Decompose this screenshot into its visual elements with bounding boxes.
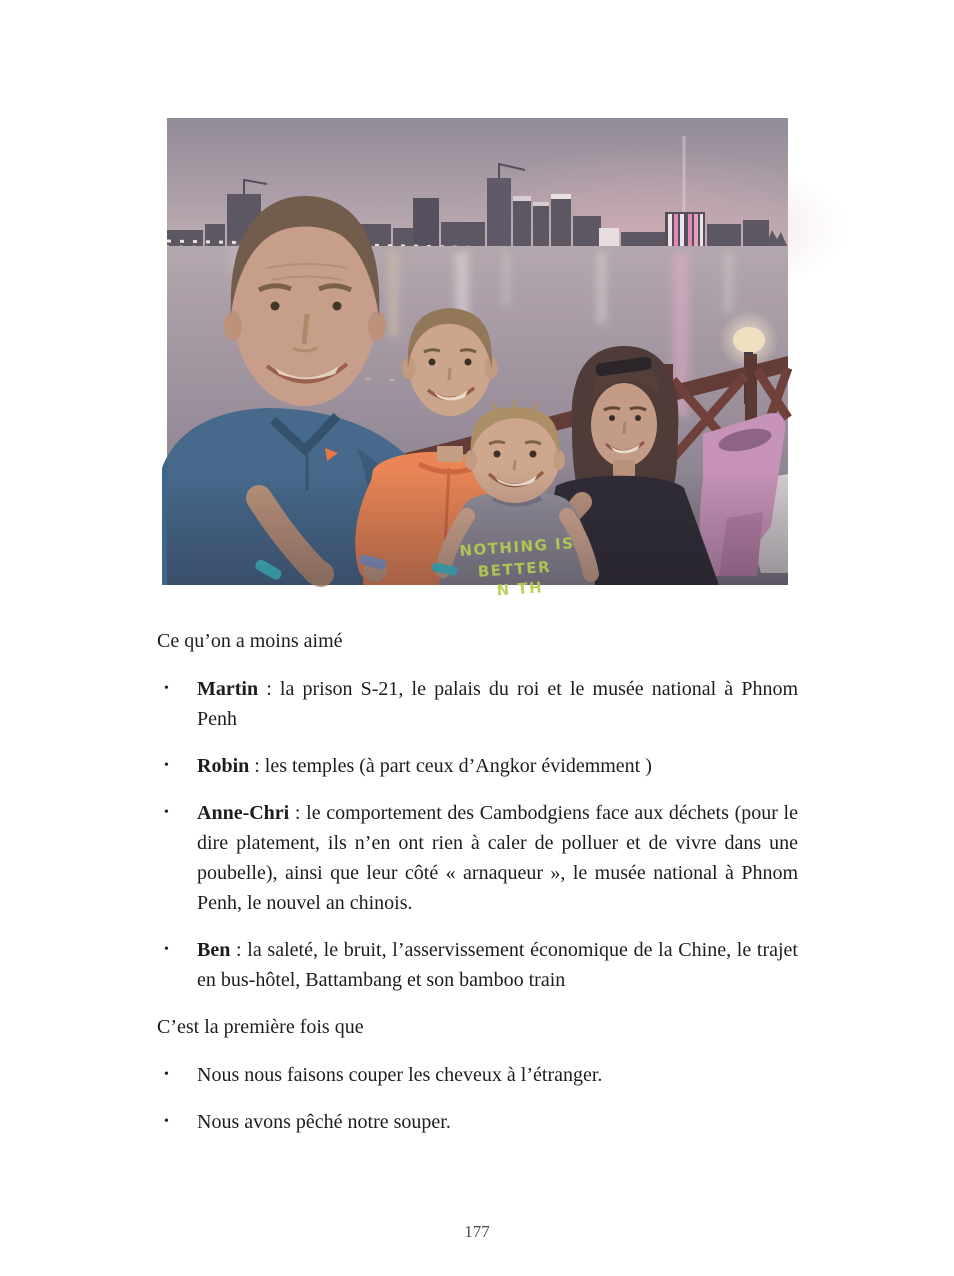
bullet-icon: • (164, 681, 169, 696)
bullet-icon: • (164, 805, 169, 820)
item-text: Nous avons pêché notre souper. (197, 1111, 451, 1133)
list-item-robin (157, 751, 798, 781)
person-name: Anne-Chri (197, 802, 290, 824)
item-text: : les temples (à part ceux d’Angkor évidemment ) (249, 755, 652, 777)
list-item-ben (157, 935, 798, 995)
person-name: Ben (197, 939, 231, 961)
photo-haze (167, 118, 788, 585)
section-title-dislikes: Ce qu’on a moins aimé (157, 630, 343, 652)
person-name: Robin (197, 755, 250, 777)
item-text: : la saleté, le bruit, l’asservissement économique de la Chine, le trajet en bus-hôtel, Battambang et son bamboo train (197, 939, 798, 991)
list-item-anne-chri (157, 798, 798, 918)
list-item-fishing (157, 1107, 798, 1137)
person-name: Martin (197, 678, 259, 700)
item-text: : le comportement des Cambodgiens face aux déchets (pour le dire platement, ils n’en ont rien à caler de polluer et de vivre dans une poubelle), ainsi que leur côté « arnaqueur », le musée national à Phnom Penh, le nouvel an chinois. (197, 802, 798, 914)
bullet-icon: • (164, 1114, 169, 1129)
bullet-icon: • (164, 1067, 169, 1082)
tshirt-line1: NOTHING IS (458, 534, 575, 560)
item-text: : la prison S-21, le palais du roi et le musée national à Phnom Penh (197, 678, 798, 730)
first-time-list (157, 1060, 798, 1137)
tshirt-line2: BETTER (477, 557, 552, 581)
bullet-icon: • (164, 942, 169, 957)
list-item-haircut (157, 1060, 798, 1090)
family-selfie-photo (167, 118, 788, 600)
list-item-martin (157, 674, 798, 734)
photo-illustration (167, 118, 788, 600)
item-text: Nous nous faisons couper les cheveux à l’étranger. (197, 1064, 603, 1086)
bullet-icon: • (164, 758, 169, 773)
section-title-first-time: C’est la première fois que (157, 1016, 364, 1038)
dislikes-list (157, 674, 798, 995)
tshirt-line3: N TH (496, 578, 544, 600)
page-number: 177 (464, 1222, 490, 1241)
page-text (157, 626, 798, 1154)
